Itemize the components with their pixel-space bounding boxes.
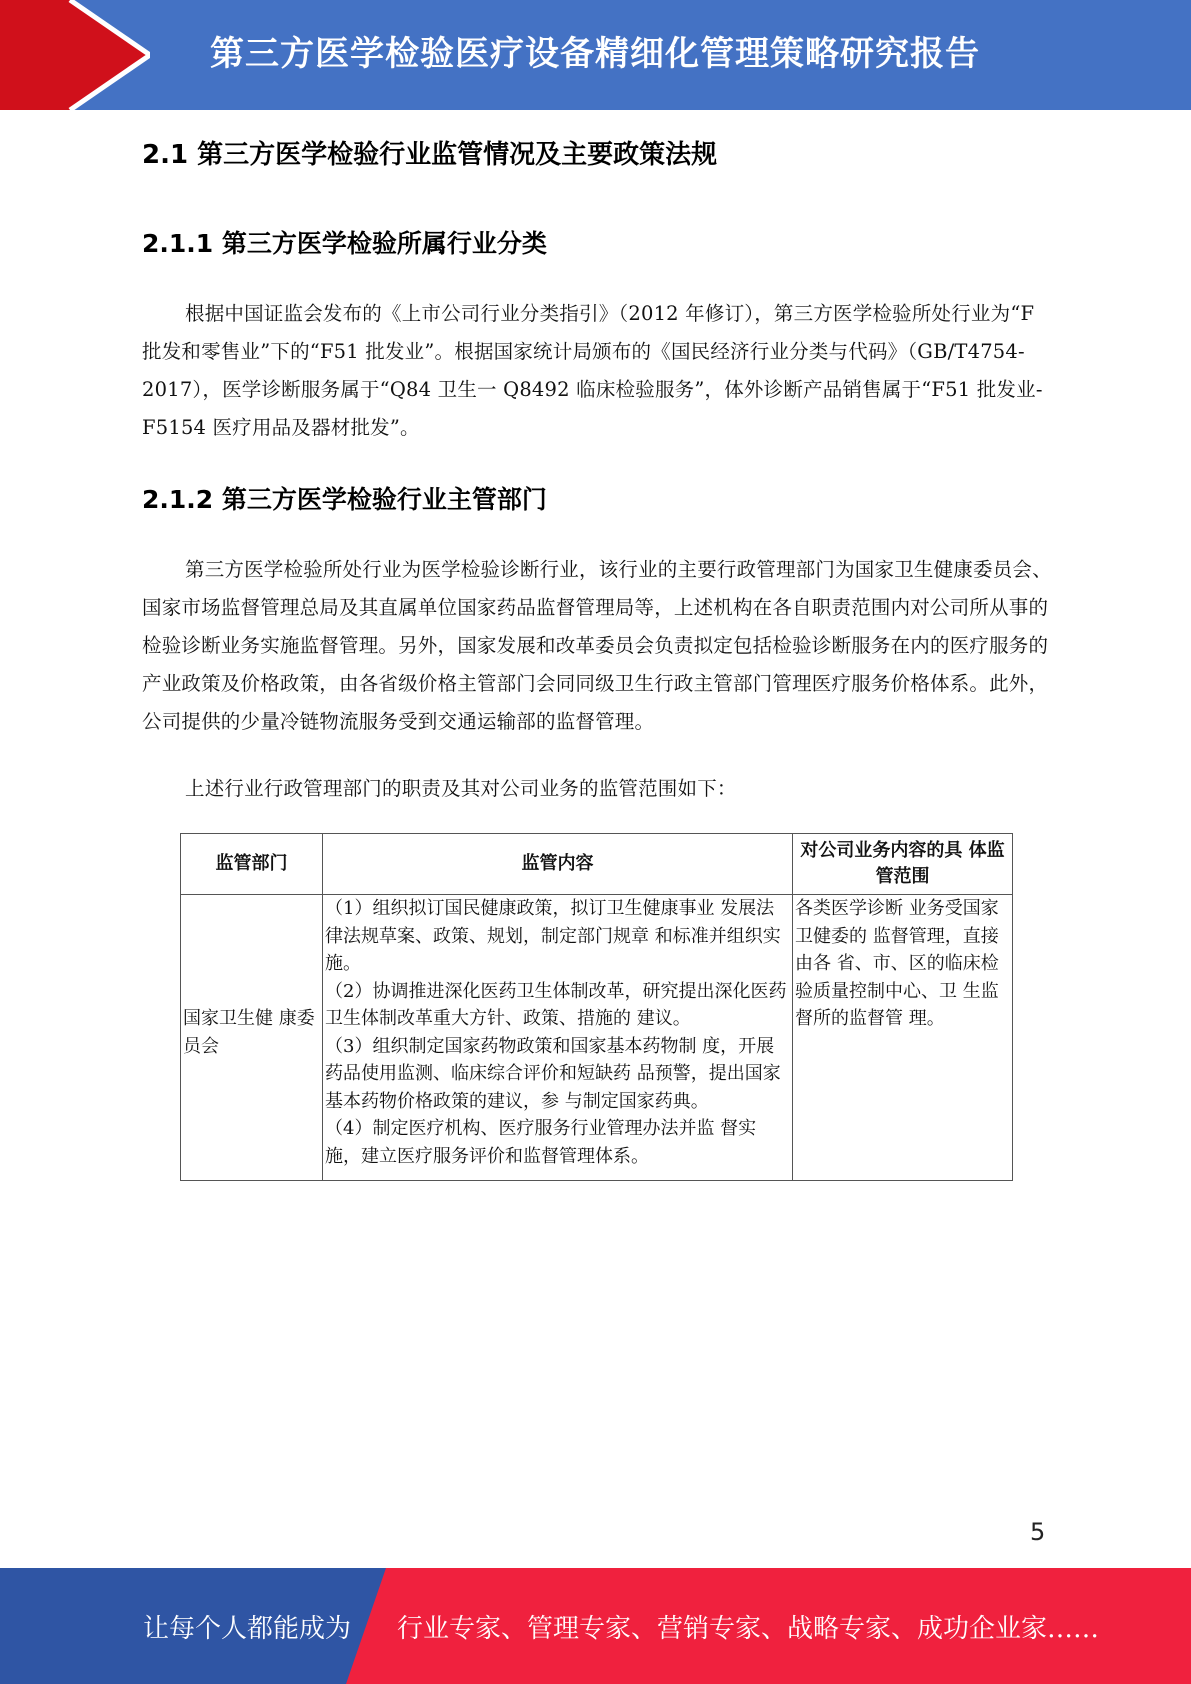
table-row xyxy=(181,895,1013,1181)
content-item-3: （3）组织制定国家药物政策和国家基本药物制 度，开展药品使用监测、临床综合评价和短缺药 品预警，提出国家基本药物价格政策的建议，参 与制定国家药典。 xyxy=(325,1035,781,1112)
page-footer xyxy=(0,1568,1191,1684)
table-intro-paragraph: 上述行业行政管理部门的职责及其对公司业务的监管范围如下： xyxy=(185,777,737,800)
footer-slogan-left: 让每个人都能成为 xyxy=(143,1614,352,1644)
cell-scope: 各类医学诊断 业务受国家卫健委的 监督管理，直接由各 省、市、区的临床检验质量控制中心、卫 生监督所的监督管 理。 xyxy=(793,895,1013,1181)
table-header-row xyxy=(181,834,1013,895)
footer-slogan-right: 行业专家、管理专家、营销专家、战略专家、成功企业家…… xyxy=(397,1614,1100,1644)
section-heading: 2.1 第三方医学检验行业监管情况及主要政策法规 xyxy=(142,140,718,170)
regulation-table xyxy=(180,833,1013,1181)
page-header xyxy=(0,0,1191,110)
subsection-heading-classification: 2.1.1 第三方医学检验所属行业分类 xyxy=(142,229,547,258)
header-title: 第三方医学检验医疗设备精细化管理策略研究报告 xyxy=(210,34,980,74)
cell-department: 国家卫生健 康委员会 xyxy=(181,895,323,1181)
page-number: 5 xyxy=(1030,1518,1046,1546)
header-content: 监管内容 xyxy=(323,834,793,895)
header-red-chevron xyxy=(0,0,150,110)
subsection-heading-authority: 2.1.2 第三方医学检验行业主管部门 xyxy=(142,485,547,514)
content-item-1: （1）组织拟订国民健康政策，拟订卫生健康事业 发展法律法规草案、政策、规划，制定部门规章 和标准并组织实施。 xyxy=(325,898,781,974)
content-item-4: （4）制定医疗机构、医疗服务行业管理办法并监 督实施，建立医疗服务评价和监督管理体系。 xyxy=(325,1118,757,1167)
content-item-2: （2）协调推进深化医药卫生体制改革，研究提出深化医药卫生体制改革重大方针、政策、措施的 建议。 xyxy=(325,980,787,1029)
header-scope: 对公司业务内容的具 体监管范围 xyxy=(793,834,1013,895)
classification-paragraph: 根据中国证监会发布的《上市公司行业分类指引》（2012 年修订），第三方医学检验所处行业为“F 批发和零售业”下的“F51 批发业”。根据国家统计局颁布的《国民经济行业分类与代码》（GB/T4754-2017），医学诊断服务属于“Q84 卫生一 Q8492 临床检验服务”，体外诊断产品销售属于“F51 批发业-F5154 医疗用品及器材批发”。 xyxy=(142,302,1043,439)
cell-content xyxy=(323,895,793,1181)
header-department: 监管部门 xyxy=(181,834,323,895)
authority-paragraph: 第三方医学检验所处行业为医学检验诊断行业，该行业的主要行政管理部门为国家卫生健康委员会、国家市场监督管理总局及其直属单位国家药品监督管理局等，上述机构在各自职责范围内对公司所从事的检验诊断业务实施监督管理。另外，国家发展和改革委员会负责拟定包括检验诊断服务在内的医疗服务的产业政策及价格政策，由各省级价格主管部门会同同级卫生行政主管部门管理医疗服务价格体系。此外，公司提供的少量冷链物流服务受到交通运输部的监督管理。 xyxy=(142,558,1052,733)
